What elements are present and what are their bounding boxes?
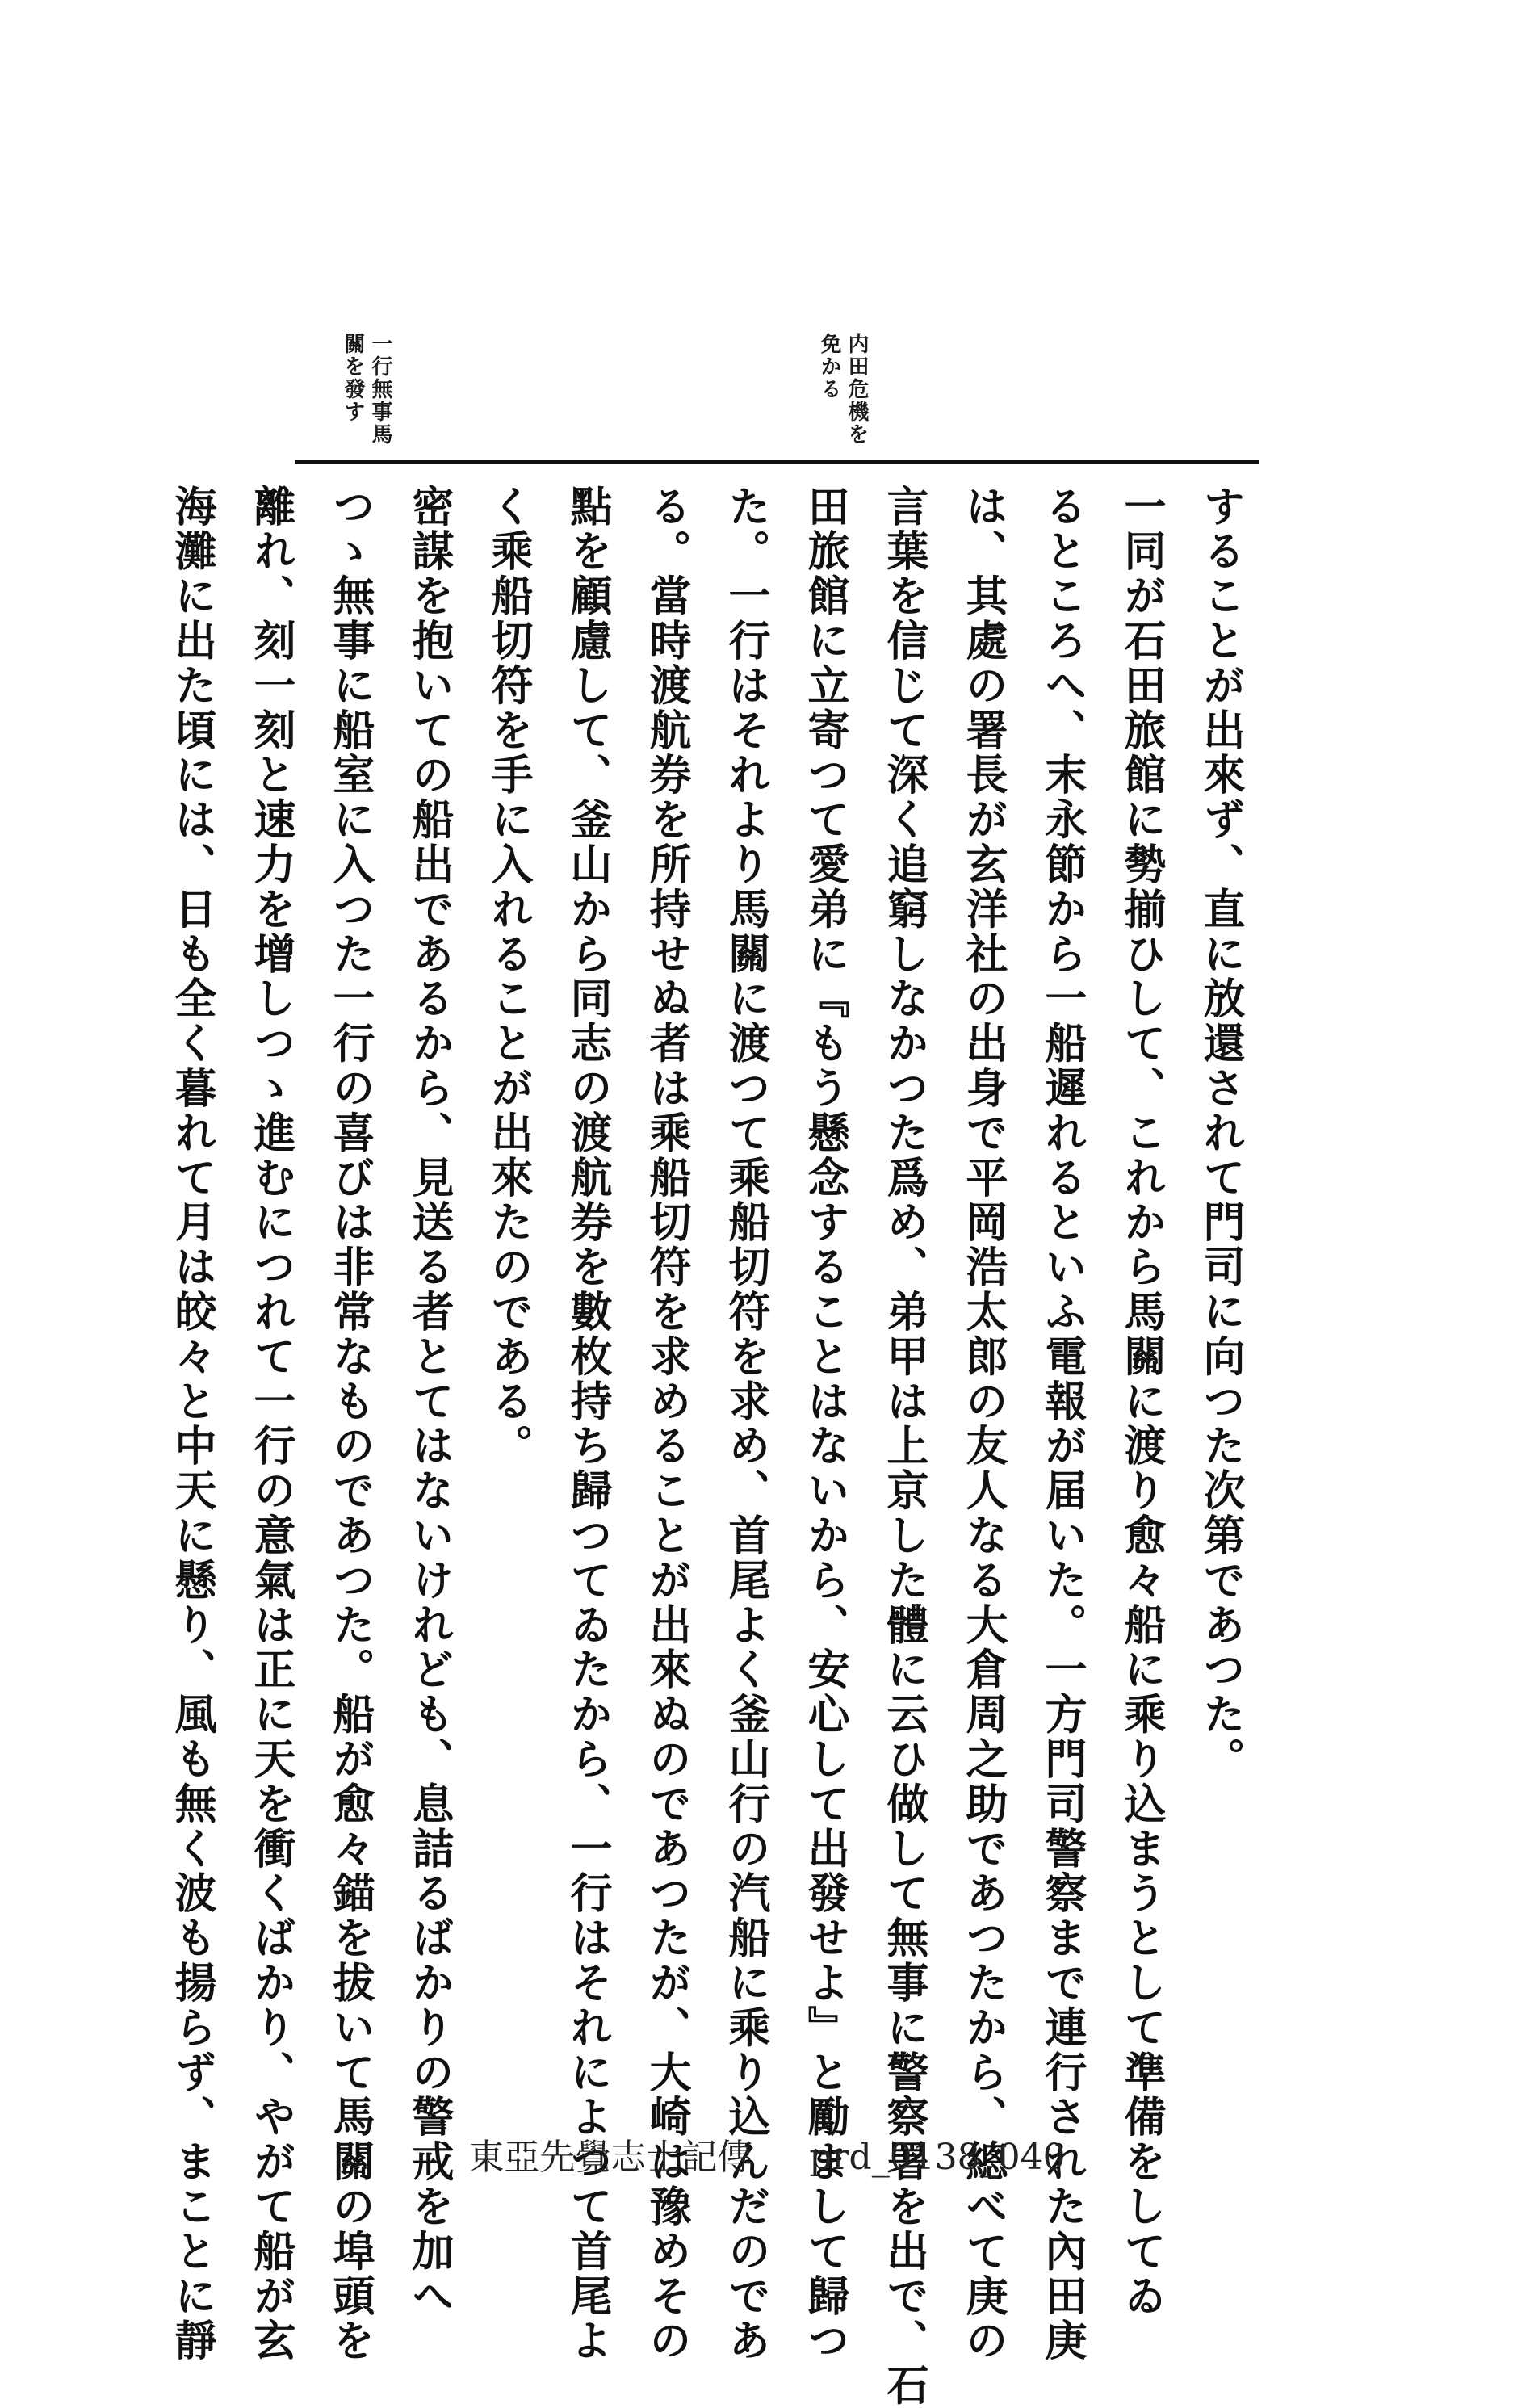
marginal-notes: [0, 0, 1534, 452]
marginal-note: 内田危機を免かる: [817, 333, 869, 446]
footer-title: 東亞先覺志士記傳: [468, 2137, 753, 2178]
text-line: 一同が石田旅館に勢揃ひして、これから馬關に渡り愈々船に乘り込まうとして準備をしてゐ: [1117, 485, 1166, 2319]
text-line: る。當時渡航券を所持せぬ者は乘船切符を求めることが出來ぬのであつたが、大崎は豫めその: [642, 485, 691, 2364]
text-line: 密謀を抱いての船出であるから、見送る者とてはないけれども、息詰るばかりの警戒を加へ: [404, 485, 454, 2319]
text-line: は、其處の署長が玄洋社の出身で平岡浩太郎の友人なる大倉周之助であつたから、總べて庚の: [958, 485, 1008, 2364]
page-footer: [0, 2128, 1534, 2179]
text-line: 點を顧慮して、釜山から同志の渡航券を數枚持ち歸つてゐたから、一行はそれによつて首尾よ: [563, 485, 612, 2364]
text-line: た。一行はそれより馬關に渡つて乘船切符を求め、首尾よく釜山行の汽船に乘り込んだのであ: [721, 485, 770, 2364]
text-line: 田旅館に立寄つて愛弟に『もう懸念することはないから、安心して出發せよ』と勵まして歸つ: [800, 485, 849, 2364]
marginal-note: 一行無事馬關を發す: [341, 333, 392, 446]
text-line: 海灘に出た頃には、日も全く暮れて月は皎々と中天に懸り、風も無く波も揚らず、まことに靜: [167, 485, 216, 2364]
text-line: るところへ、末永節から一船遲れるといふ電報が届いた。一方門司警察まで連行された內田庚: [1037, 485, 1087, 2364]
text-line: 離れ、刻一刻と速力を增しつゝ進むにつれて一行の意氣は正に天を衝くばかり、やがて船が玄: [246, 485, 295, 2364]
text-line: く乘船切符を手に入れることが出來たのである。: [484, 485, 533, 1469]
text-line: 言葉を信じて深く追窮しなかつた爲め、弟甲は上京した體に云ひ做して無事に警察署を出で、石: [879, 485, 928, 2408]
header-rule: [295, 460, 1259, 464]
text-line: することが出來ず、直に放還されて門司に向つた次第であつた。: [1196, 485, 1245, 1782]
text-line: つゝ無事に船室に入つた一行の喜びは非常なものであつた。船が愈々錨を拔いて馬關の埠頭を: [325, 485, 375, 2364]
footer-code: prd_0138_040: [809, 2137, 1066, 2178]
